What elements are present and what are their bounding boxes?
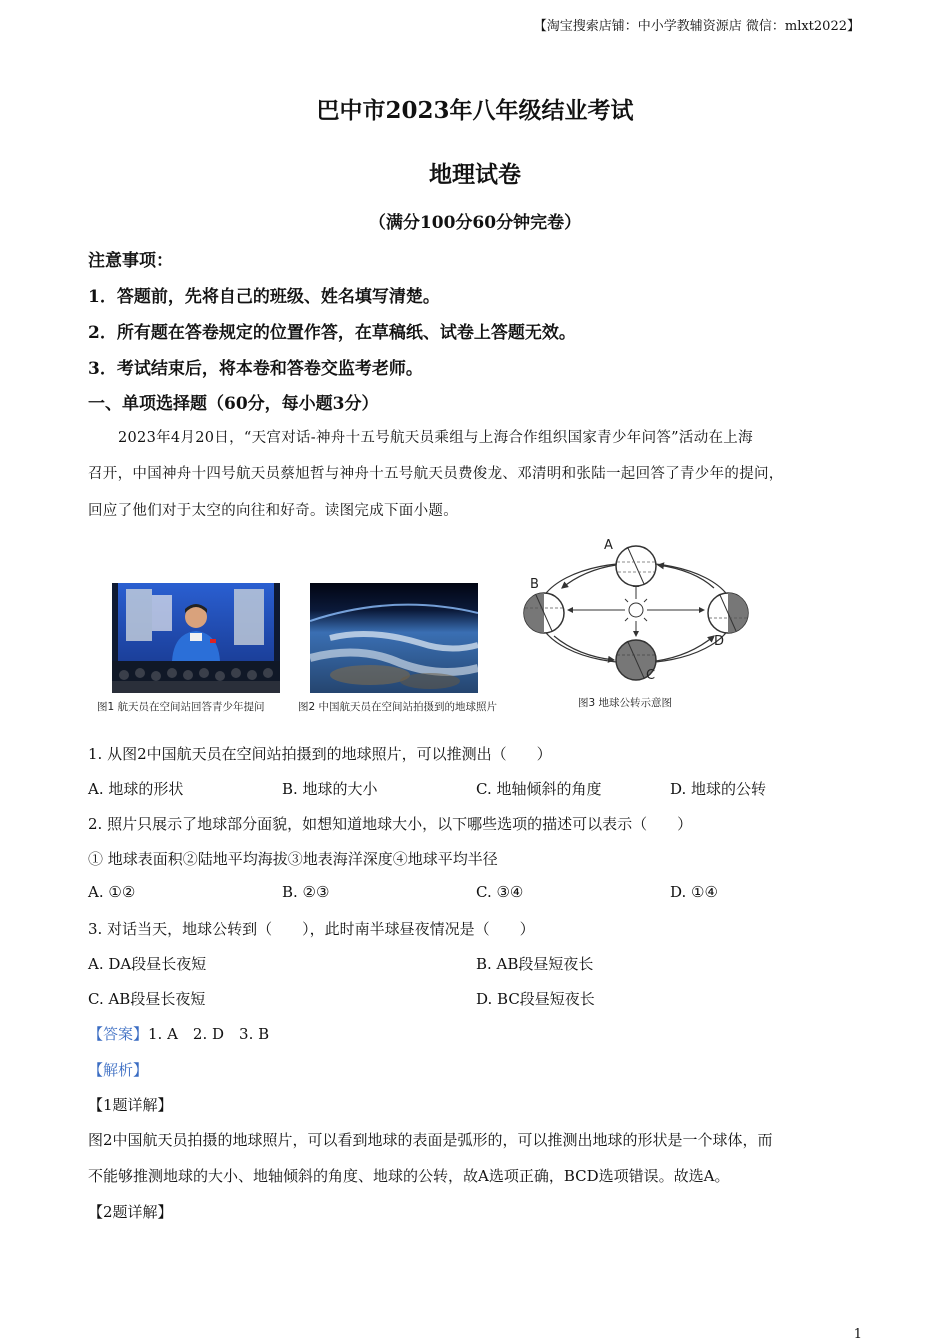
detail-2-label: 【2题详解】 xyxy=(88,1203,173,1221)
intro-line: 召开，中国神舟十四号航天员蔡旭哲与神舟十五号航天员费俊龙、邓清明和张陆一起回答了青少年的提问， xyxy=(88,466,784,482)
detail-1-line: 不能够推测地球的大小、地轴倾斜的角度、地球的公转，故A选项正确，BCD选项错误。故选A。 xyxy=(88,1167,730,1185)
question-1-stem: 1. 从图2中国航天员在空间站拍摄到的地球照片，可以推测出（ ） xyxy=(88,745,552,763)
figure3-revolution-diagram xyxy=(518,536,754,688)
exam-title: 巴中市2023年八年级结业考试 xyxy=(316,97,634,124)
question-1-option-b: B. 地球的大小 xyxy=(282,780,378,798)
question-1-option-a: A. 地球的形状 xyxy=(88,780,184,798)
intro-line: 回应了他们对于太空的向往和好奇。读图完成下面小题。 xyxy=(88,503,458,519)
notice-item: 3．考试结束后，将本卷和答卷交监考老师。 xyxy=(88,359,423,379)
analysis-label: 【解析】 xyxy=(88,1061,149,1079)
notice-item: 2．所有题在答卷规定的位置作答，在草稿纸、试卷上答题无效。 xyxy=(88,323,576,343)
question-2-stem: 2. 照片只展示了地球部分面貌，如想知道地球大小，以下哪些选项的描述可以表示（ ） xyxy=(88,815,693,833)
detail-1-label: 【1题详解】 xyxy=(88,1096,173,1114)
notice-item: 1．答题前，先将自己的班级、姓名填写清楚。 xyxy=(88,287,440,307)
header-note: 【淘宝搜索店铺：中小学教辅资源店 微信：mlxt2022】 xyxy=(533,19,860,34)
exam-score-note: （满分100分60分钟完卷） xyxy=(368,213,582,233)
question-3-option-a: A. DA段昼长夜短 xyxy=(88,955,207,973)
question-3-option-c: C. AB段昼长夜短 xyxy=(88,990,206,1008)
question-2-option-c: C. ③④ xyxy=(476,883,524,901)
answer-line xyxy=(88,1023,269,1044)
section-heading: 一、单项选择题（60分，每小题3分） xyxy=(88,394,379,414)
question-3-option-b: B. AB段昼短夜长 xyxy=(476,955,594,973)
question-3-stem: 3. 对话当天，地球公转到（ ），此时南半球昼夜情况是（ ） xyxy=(88,920,535,938)
page-number: 1 xyxy=(853,1327,862,1342)
question-2-option-d: D. ①④ xyxy=(670,883,718,901)
figure2-earth-photo xyxy=(310,583,478,693)
notice-heading: 注意事项： xyxy=(88,251,173,271)
detail-1-line: 图2中国航天员拍摄的地球照片，可以看到地球的表面是弧形的，可以推测出地球的形状是一个球体，而 xyxy=(88,1131,773,1149)
question-3-option-d: D. BC段昼短夜长 xyxy=(476,990,595,1008)
answer-text: 1. A 2. D 3. B xyxy=(148,1025,270,1043)
question-2-option-a: A. ①② xyxy=(88,883,136,901)
question-2-option-b: B. ②③ xyxy=(282,883,330,901)
exam-subject: 地理试卷 xyxy=(429,161,521,188)
figure2-caption: 图2 中国航天员在空间站拍摄到的地球照片 xyxy=(298,701,498,713)
figure1-astronaut-image xyxy=(112,583,280,693)
question-2-items: ① 地球表面积②陆地平均海拔③地表海洋深度④地球平均半径 xyxy=(88,850,498,868)
figure1-caption: 图1 航天员在空间站回答青少年提问 xyxy=(97,701,265,713)
diagram-label-c: C xyxy=(646,668,656,683)
diagram-label-d: D xyxy=(714,634,725,649)
question-1-option-c: C. 地轴倾斜的角度 xyxy=(476,780,602,798)
diagram-label-b: B xyxy=(530,577,539,592)
figure3-caption: 图3 地球公转示意图 xyxy=(578,697,673,709)
intro-line: 2023年4月20日，“天宫对话-神舟十五号航天员乘组与上海合作组织国家青少年问答”活动在上海 xyxy=(118,430,753,446)
answer-label: 【答案】 xyxy=(88,1025,149,1043)
diagram-label-a: A xyxy=(604,538,613,553)
question-1-option-d: D. 地球的公转 xyxy=(670,780,767,798)
